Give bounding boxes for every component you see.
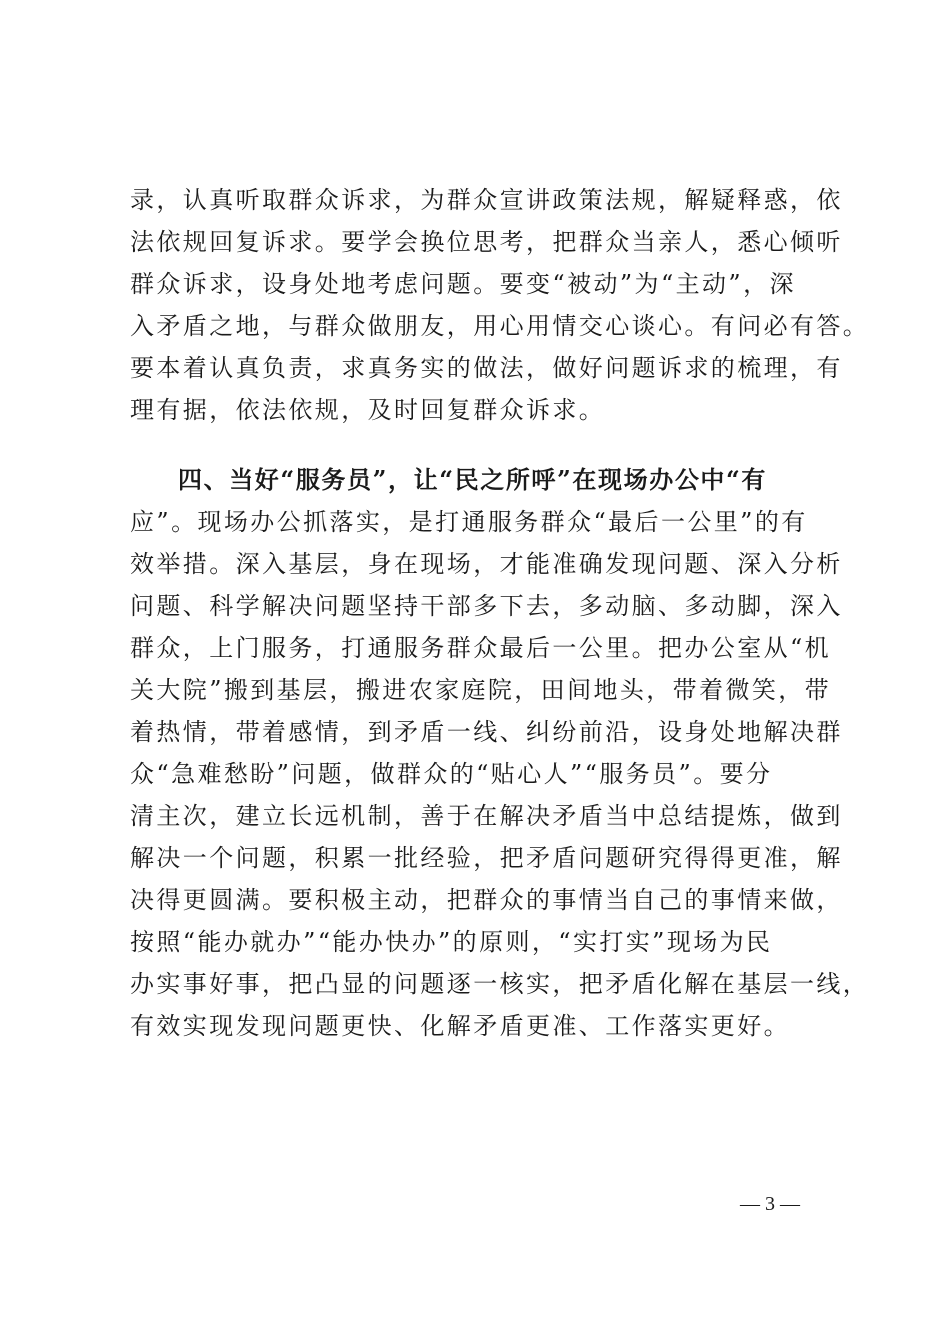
page-number: — 3 — [740, 1193, 800, 1215]
paragraph-line: 群众诉求，设身处地考虑问题。要变“被动”为“主动”，深 [130, 270, 796, 298]
paragraph-line: 问题、科学解决问题坚持干部多下去，多动脑、多动脚，深入 [130, 592, 843, 620]
paragraph-line: 有效实现发现问题更快、化解矛盾更准、工作落实更好。 [130, 1012, 790, 1040]
paragraph-line: 决得更圆满。要积极主动，把群众的事情当自己的事情来做， [130, 886, 843, 914]
paragraph-line: 按照“能办就办”“能办快办”的原则，“实打实”现场为民 [130, 928, 773, 956]
paragraph-line [130, 501, 830, 543]
section-heading-end: 应”。 [130, 508, 198, 536]
paragraph-line: 群众，上门服务，打通服务群众最后一公里。把办公室从“机 [130, 634, 832, 662]
paragraph-line: 理有据，依法依规，及时回复群众诉求。 [130, 396, 606, 424]
paragraph-line: 关大院”搬到基层，搬进农家庭院，田间地头，带着微笑，带 [130, 676, 832, 704]
paragraph-line: 要本着认真负责，求真务实的做法，做好问题诉求的梳理，有 [130, 354, 843, 382]
paragraph-line: 入矛盾之地，与群众做朋友，用心用情交心谈心。有问必有答。 [130, 312, 870, 340]
paragraph-line: 录，认真听取群众诉求，为群众宣讲政策法规，解疑释惑，依 [130, 186, 843, 214]
paragraph-line: 效举措。深入基层，身在现场，才能准确发现问题、深入分析 [130, 550, 843, 578]
paragraph-line: 着热情，带着感情，到矛盾一线、纠纷前沿，设身处地解决群 [130, 718, 843, 746]
paragraph-line: 法依规回复诉求。要学会换位思考，把群众当亲人，悉心倾听 [130, 228, 843, 256]
paragraph-line: 清主次，建立长远机制，善于在解决矛盾当中总结提炼，做到 [130, 802, 843, 830]
section-heading-text: 四、当好“服务员”，让“民之所呼”在现场办公中“有 [178, 465, 768, 494]
section-heading [130, 459, 830, 501]
continued-paragraph [130, 179, 870, 431]
section-four [130, 459, 870, 1047]
paragraph-line: 办实事好事，把凸显的问题逐一核实，把矛盾化解在基层一线， [130, 970, 870, 998]
paragraph-text: 现场办公抓落实，是打通服务群众“最后一公里”的有 [197, 508, 808, 536]
paragraph-line: 众“急难愁盼”问题，做群众的“贴心人”“服务员”。要分 [130, 760, 773, 788]
paragraph-line: 解决一个问题，积累一批经验，把矛盾问题研究得得更准，解 [130, 844, 843, 872]
